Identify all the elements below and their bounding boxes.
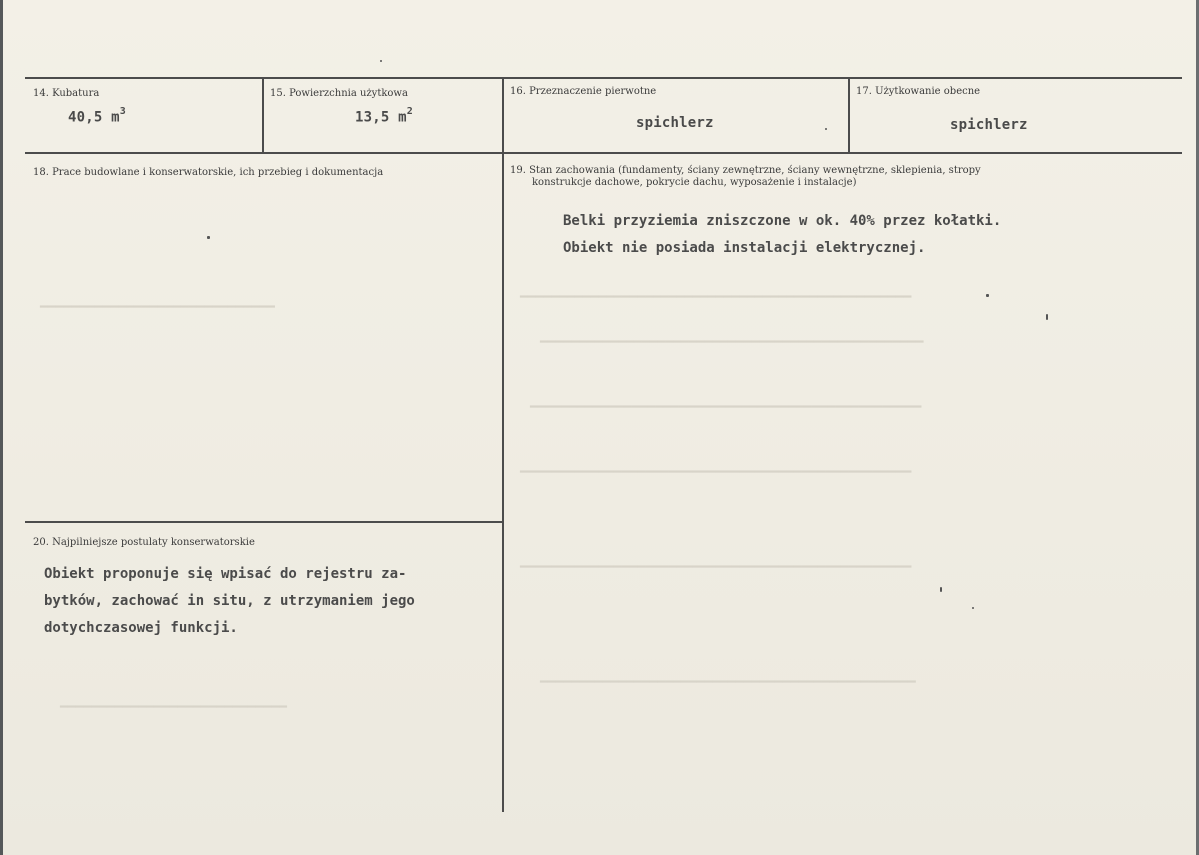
grid-line-row3-left — [25, 521, 502, 523]
field-20-text-line2: bytków, zachować in situ, z utrzymaniem jego — [44, 593, 415, 609]
paper-speck — [972, 607, 974, 609]
grid-divider-14-15 — [262, 77, 264, 154]
field-19-text-line2: Obiekt nie posiada instalacji elektrycznej. — [563, 240, 926, 256]
field-17-label: 17. Użytkowanie obecne — [856, 86, 981, 97]
bleed-through-mark: ━━━━━━━━━━━━━━━━━━━━━━━━━━━━━━━━━━━━━━━━━━━━━━━━━━ — [520, 560, 912, 575]
card-left-edge — [0, 0, 3, 855]
bleed-through-mark: ━━━━━━━━━━━━━━━━━━━━━━━━━━━━━━ — [40, 300, 275, 315]
bleed-through-mark: ━━━━━━━━━━━━━━━━━━━━━━━━━━━━━━━━━━━━━━━━━━━━━━━━ — [540, 675, 916, 690]
field-20-text — [44, 561, 415, 642]
grid-line-row2 — [25, 152, 1182, 154]
grid-divider-16-17 — [848, 77, 850, 154]
grid-divider-center — [502, 77, 504, 812]
field-20-text-line3: dotychczasowej funkcji. — [44, 620, 238, 636]
field-18-label: 18. Prace budowlane i konserwatorskie, ich przebieg i dokumentacja — [33, 167, 384, 178]
bleed-through-mark: ━━━━━━━━━━━━━━━━━━━━━━━━━━━━━━━━━━━━━━━━━━━━━━━━━━ — [520, 290, 912, 305]
field-19-text — [563, 208, 1001, 262]
field-16-label: 16. Przeznaczenie pierwotne — [510, 86, 657, 97]
field-14-value: 40,5 $m^3$ — [68, 106, 127, 126]
paper-speck — [825, 128, 827, 130]
field-19-label-line1: 19. Stan zachowania (fundamenty, ściany zewnętrzne, ściany wewnętrzne, sklepienia, stropy — [510, 165, 981, 176]
grid-line-top — [25, 77, 1182, 79]
paper-speck — [207, 236, 210, 239]
paper-speck — [940, 587, 942, 592]
field-19-label-line2: konstrukcje dachowe, pokrycie dachu, wyposażenie i instalacje) — [532, 177, 857, 188]
field-20-text-line1: Obiekt proponuje się wpisać do rejestru za- — [44, 566, 407, 582]
paper-speck — [380, 60, 382, 62]
field-20-label: 20. Najpilniejsze postulaty konserwatorskie — [33, 537, 255, 548]
field-15-value: 13,5 $m^2$ — [355, 106, 414, 126]
paper-speck — [986, 294, 989, 297]
field-15-label: 15. Powierzchnia użytkowa — [270, 88, 408, 99]
bleed-through-mark: ━━━━━━━━━━━━━━━━━━━━━━━━━━━━━━━━━━━━━━━━━━━━━━━━━ — [540, 335, 924, 350]
field-17-value: spichlerz — [950, 117, 1028, 133]
field-19-text-line1: Belki przyziemia zniszczone w ok. 40% przez kołatki. — [563, 213, 1002, 229]
field-16-value: spichlerz — [636, 115, 714, 131]
paper-speck — [1046, 314, 1048, 320]
bleed-through-mark: ━━━━━━━━━━━━━━━━━━━━━━━━━━━━━ — [60, 700, 287, 715]
bleed-through-mark: ━━━━━━━━━━━━━━━━━━━━━━━━━━━━━━━━━━━━━━━━━━━━━━━━━━ — [530, 400, 922, 415]
bleed-through-mark: ━━━━━━━━━━━━━━━━━━━━━━━━━━━━━━━━━━━━━━━━━━━━━━━━━━ — [520, 465, 912, 480]
field-14-label: 14. Kubatura — [33, 88, 100, 99]
